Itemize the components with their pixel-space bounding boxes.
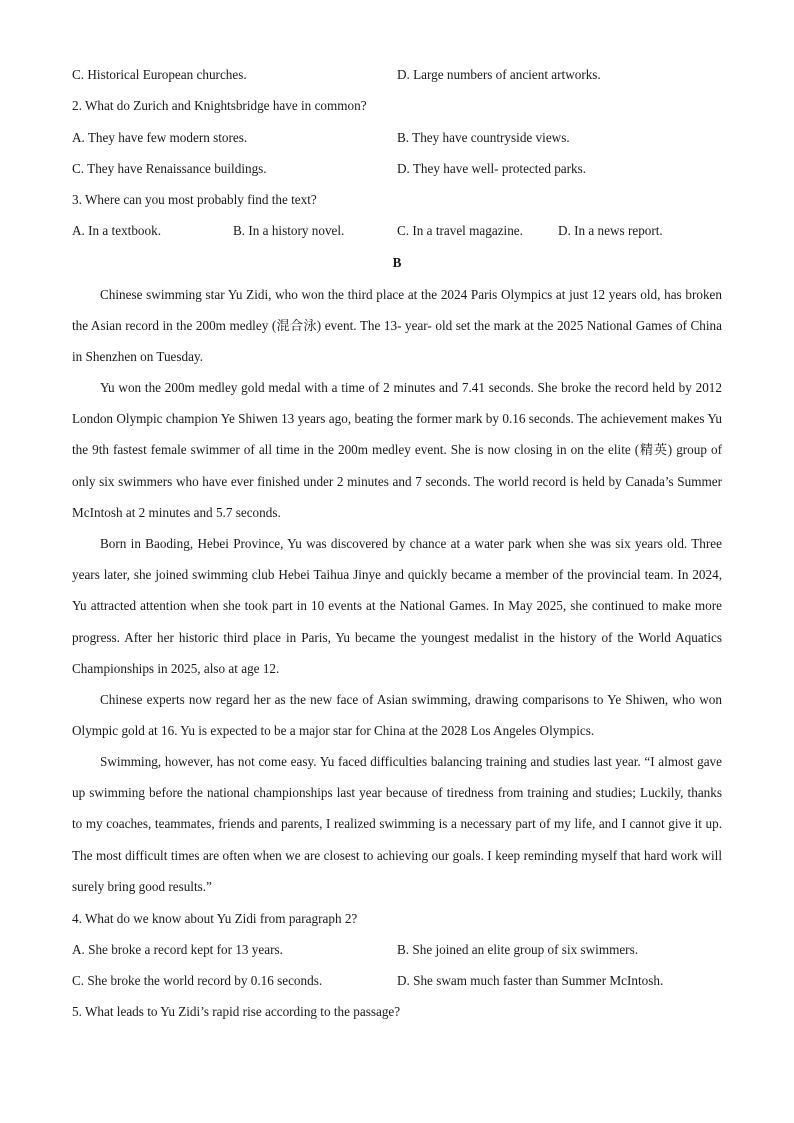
passage-paragraph-1: Chinese swimming star Yu Zidi, who won the third place at the 2024 Paris Olympics at just 12 years old, has broken the Asian record in the 200m medley (混合泳) event. The 13- year- old set the mark at the 2025 National Games of China in Shenzhen on Tuesday. xyxy=(72,287,722,365)
q4-option-d: D. She swam much faster than Summer McIntosh. xyxy=(397,973,664,988)
q3-option-c: C. In a travel magazine. xyxy=(397,223,523,238)
q4-option-b: B. She joined an elite group of six swimmers. xyxy=(397,942,639,957)
passage-paragraph-5: Swimming, however, has not come easy. Yu faced difficulties balancing training and studies last year. “I almost gave up swimming before the national championships last year because of tiredness from training and studies; Luckily, thanks to my coaches, teammates, friends and parents, I realized swimming is a necessary part of my life, and I cannot give it up. The most difficult times are often when we are closest to achieving our goals. I keep reminding myself that hard work will surely bring good results.” xyxy=(72,754,722,894)
q1-option-c: C. Historical European churches. xyxy=(72,67,247,82)
q2-option-b: B. They have countryside views. xyxy=(397,130,570,145)
q4-option-a: A. She broke a record kept for 13 years. xyxy=(72,942,283,957)
q3-option-b: B. In a history novel. xyxy=(233,223,345,238)
q2-stem: 2. What do Zurich and Knightsbridge have in common? xyxy=(72,98,367,113)
q3-option-d: D. In a news report. xyxy=(558,223,663,238)
q4-stem: 4. What do we know about Yu Zidi from paragraph 2? xyxy=(72,911,358,926)
passage-paragraph-3: Born in Baoding, Hebei Province, Yu was discovered by chance at a water park when she was six years old. Three years later, she joined swimming club Hebei Taihua Jinye and quickly became a member of the provincial team. In 2024, Yu attracted attention when she took part in 10 events at the National Games. In May 2025, she continued to make more progress. After her historic third place in Paris, Yu became the youngest medalist in the history of the World Aquatics Championships in 2025, also at age 12. xyxy=(72,536,722,676)
q2-option-a: A. They have few modern stores. xyxy=(72,130,248,145)
q4-option-c: C. She broke the world record by 0.16 seconds. xyxy=(72,973,323,988)
passage-paragraph-4: Chinese experts now regard her as the new face of Asian swimming, drawing comparisons to Ye Shiwen, who won Olympic gold at 16. Yu is expected to be a major star for China at the 2028 Los Angeles Olympics. xyxy=(72,692,722,739)
q3-option-a: A. In a textbook. xyxy=(72,223,161,238)
q5-stem: 5. What leads to Yu Zidi’s rapid rise according to the passage? xyxy=(72,1004,401,1019)
q3-stem: 3. Where can you most probably find the text? xyxy=(72,192,317,207)
q2-option-c: C. They have Renaissance buildings. xyxy=(72,161,267,176)
q2-option-d: D. They have well- protected parks. xyxy=(397,161,587,176)
passage-paragraph-2: Yu won the 200m medley gold medal with a time of 2 minutes and 7.41 seconds. She broke the record held by 2012 London Olympic champion Ye Shiwen 13 years ago, beating the former mark by 0.16 seconds. The achievement makes Yu the 9th fastest female swimmer of all time in the 200m medley event. She is now closing in on the elite (精英) group of only six swimmers who have ever finished under 2 minutes and 7 seconds. The world record is held by Canada’s Summer McIntosh at 2 minutes and 5.7 seconds. xyxy=(72,380,722,520)
section-b-title: B xyxy=(392,255,402,270)
q1-option-d: D. Large numbers of ancient artworks. xyxy=(397,67,601,82)
